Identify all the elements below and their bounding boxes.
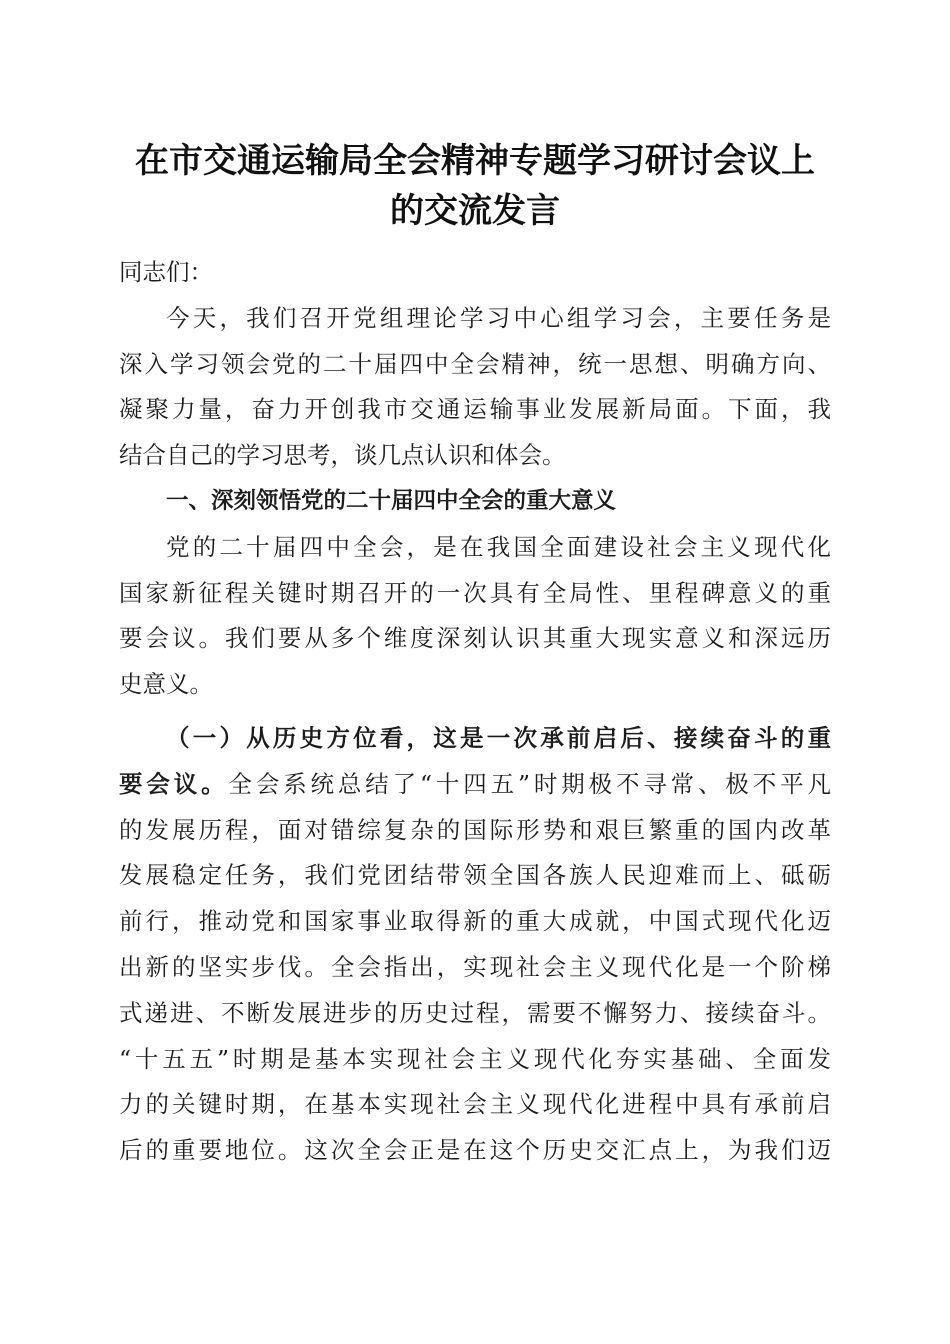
- subsection-1-line-1-text: 全会系统总结了“十四五”时期极不寻常、极不平凡: [228, 769, 832, 798]
- subsection-1-heading-line-2: 要会议。: [119, 769, 229, 798]
- paragraph-gap: [119, 708, 831, 716]
- document-title: [110, 136, 840, 236]
- subsection-1-line-7: “十五五”时期是基本实现社会主义现代化夯实基础、全面发: [119, 1044, 831, 1073]
- subsection-1-line-4: 前行，推动党和国家事业取得新的重大成就，中国式现代化迈: [119, 907, 831, 936]
- intro-line-2: 深入学习领会党的二十届四中全会精神，统一思想、明确方向、: [119, 349, 831, 378]
- subsection-1-heading-line-1: （一）从历史方位看，这是一次承前启后、接续奋斗的重: [166, 723, 831, 752]
- intro-line-1: 今天，我们召开党组理论学习中心组学习会，主要任务是: [166, 303, 831, 332]
- subsection-1-line-1: [119, 762, 831, 808]
- section-1-line-4: 史意义。: [119, 670, 213, 699]
- subsection-1-line-6: 式递进、不断发展进步的历史过程，需要不懈努力、接续奋斗。: [119, 998, 831, 1027]
- salutation: 同志们：: [119, 258, 213, 286]
- section-1-line-2: 国家新征程关键时期召开的一次具有全局性、里程碑意义的重: [119, 578, 831, 607]
- document-body: [119, 250, 831, 1174]
- section-1-line-1: 党的二十届四中全会，是在我国全面建设社会主义现代化: [166, 532, 831, 561]
- subsection-1-line-3: 发展稳定任务，我们党团结带领全国各族人民迎难而上、砥砺: [119, 861, 831, 890]
- section-1-line-3: 要会议。我们要从多个维度深刻认识其重大现实意义和深远历: [119, 624, 831, 653]
- subsection-1-line-8: 力的关键时期，在基本实现社会主义现代化进程中具有承前启: [119, 1090, 831, 1119]
- section-1-heading: 一、深刻领悟党的二十届四中全会的重大意义: [166, 487, 617, 514]
- subsection-1-line-2: 的发展历程，面对错综复杂的国际形势和艰巨繁重的国内改革: [119, 815, 831, 844]
- intro-line-3: 凝聚力量，奋力开创我市交通运输事业发展新局面。下面，我: [119, 395, 831, 424]
- subsection-1-line-5: 出新的坚实步伐。全会指出，实现社会主义现代化是一个阶梯: [119, 952, 831, 981]
- subsection-1-line-9: 后的重要地位。这次全会正是在这个历史交汇点上，为我们迈: [119, 1136, 831, 1165]
- title-line-1: 在市交通运输局全会精神专题学习研讨会议上: [135, 141, 815, 181]
- title-line-2: 的交流发言: [390, 191, 560, 231]
- intro-line-4: 结合自己的学习思考，谈几点认识和体会。: [119, 441, 566, 470]
